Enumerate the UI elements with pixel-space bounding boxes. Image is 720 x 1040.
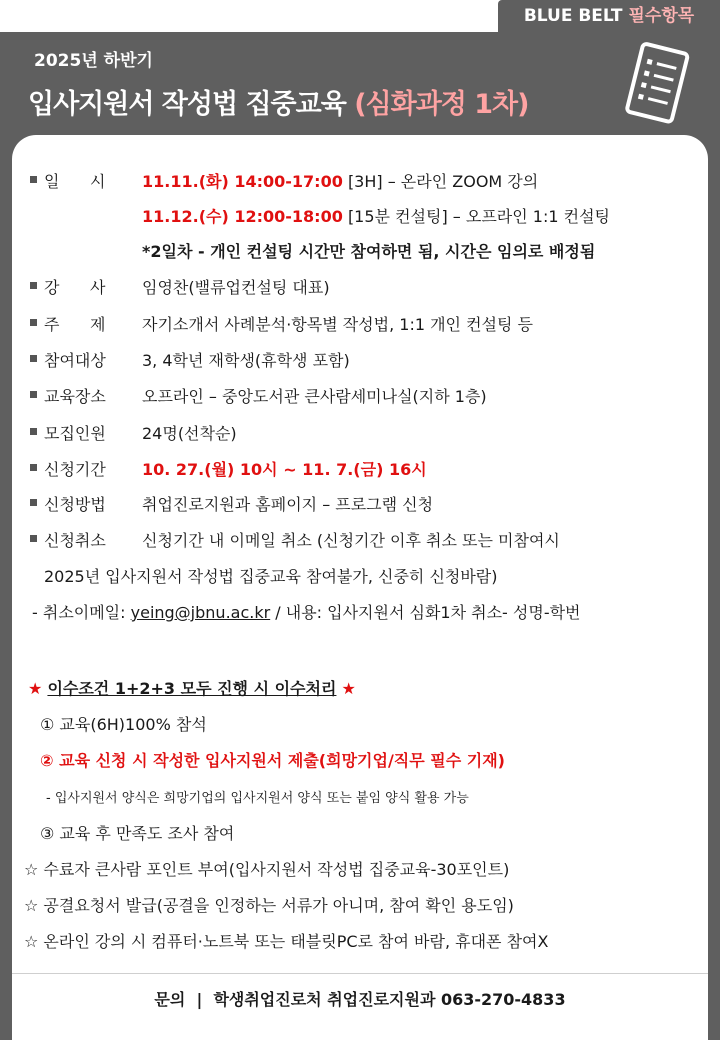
footer-divider	[12, 973, 708, 974]
email-suffix: / 내용: 입사지원서 심화1차 취소- 성명-학번	[270, 603, 581, 622]
badge-en: BLUE BELT	[523, 6, 623, 26]
bullet-icon	[30, 535, 37, 542]
topic-label: 주 제	[44, 315, 106, 334]
bullet-icon	[30, 355, 37, 362]
condition-1: ① 교육(6H)100% 참석	[40, 715, 207, 734]
cancel-label: 신청취소	[44, 531, 106, 550]
blue-belt-badge	[498, 0, 720, 32]
title-accent: (심화과정 1차)	[354, 89, 529, 120]
bullet-icon	[30, 176, 37, 183]
place-value: 오프라인 – 중앙도서관 큰사람세미나실(지하 1층)	[142, 387, 487, 406]
date1-time: 11.11.(화) 14:00-17:00	[142, 172, 343, 191]
cancel-email-link[interactable]: yeing@jbnu.ac.kr	[130, 603, 271, 622]
bullet-icon	[30, 391, 37, 398]
bullet-icon	[30, 499, 37, 506]
lecturer-value: 임영찬(밸류업컨설팅 대표)	[142, 278, 330, 297]
date-value	[142, 169, 538, 192]
date-note: *2일차 - 개인 컨설팅 시간만 참여하면 됨, 시간은 임의로 배정됨	[142, 242, 596, 261]
date2-detail: [15분 컨설팅] – 오프라인 1:1 컨설팅	[347, 207, 610, 226]
completion-title: 이수조건 1+2+3 모두 진행 시 이수처리	[47, 679, 337, 698]
bullet-icon	[30, 319, 37, 326]
cancel-value: 신청기간 내 이메일 취소 (신청기간 이후 취소 또는 미참여시	[142, 531, 560, 550]
condition-2-note: - 입사지원서 양식은 희망기업의 입사지원서 양식 또는 붙임 양식 활용 가능	[46, 791, 469, 806]
date2-value	[142, 204, 610, 227]
completion-heading	[28, 676, 356, 699]
condition-2: ② 교육 신청 시 작성한 입사지원서 제출(희망기업/직무 필수 기재)	[40, 751, 505, 770]
quota-value: 24명(선착순)	[142, 424, 237, 443]
date1-detail: [3H] – 온라인 ZOOM 강의	[347, 172, 539, 191]
quota-label: 모집인원	[44, 424, 106, 443]
benefit-1-text: ☆ 수료자 큰사람 포인트 부여(입사지원서 작성법 집중교육-30포인트)	[24, 860, 510, 879]
header-subtitle: 2025년 하반기	[34, 51, 153, 71]
lecturer-label: 강 사	[44, 278, 106, 297]
period-value: 10. 27.(월) 10시 ~ 11. 7.(금) 16시	[142, 460, 427, 479]
page-title	[28, 82, 528, 121]
condition-3: ③ 교육 후 만족도 조사 참여	[40, 824, 235, 843]
top-bar	[0, 0, 720, 32]
star-icon: ★	[341, 679, 356, 698]
bullet-icon	[30, 464, 37, 471]
cancel-continued: 2025년 입사지원서 작성법 집중교육 참여불가, 신중히 신청바람)	[44, 567, 498, 586]
email-prefix: - 취소이메일:	[32, 603, 131, 622]
method-value: 취업진로지원과 홈페이지 – 프로그램 신청	[142, 495, 434, 514]
benefit-3-text: ☆ 온라인 강의 시 컴퓨터·노트북 또는 태블릿PC로 참여 바람, 휴대폰 참여X	[24, 932, 549, 951]
email-line	[32, 600, 581, 623]
period-label: 신청기간	[44, 460, 106, 479]
badge-kr: 필수항목	[628, 6, 695, 26]
title-main: 입사지원서 작성법 집중교육	[28, 89, 346, 120]
bullet-icon	[30, 428, 37, 435]
target-value: 3, 4학년 재학생(휴학생 포함)	[142, 351, 350, 370]
star-icon: ★	[28, 679, 43, 698]
date-label: 일 시	[44, 172, 106, 191]
topic-value: 자기소개서 사례분석·항목별 작성법, 1:1 개인 컨설팅 등	[142, 315, 534, 334]
document-list-icon	[622, 42, 694, 126]
place-label: 교육장소	[44, 387, 106, 406]
contact-footer: 문의 | 학생취업진로처 취업진로지원과 063-270-4833	[154, 990, 566, 1009]
benefit-2-text: ☆ 공결요청서 발급(공결을 인정하는 서류가 아니며, 참여 확인 용도임)	[24, 896, 514, 915]
target-label: 참여대상	[44, 351, 106, 370]
info-card	[12, 135, 708, 1040]
bullet-icon	[30, 282, 37, 289]
method-label: 신청방법	[44, 495, 106, 514]
date2-time: 11.12.(수) 12:00-18:00	[142, 207, 343, 226]
